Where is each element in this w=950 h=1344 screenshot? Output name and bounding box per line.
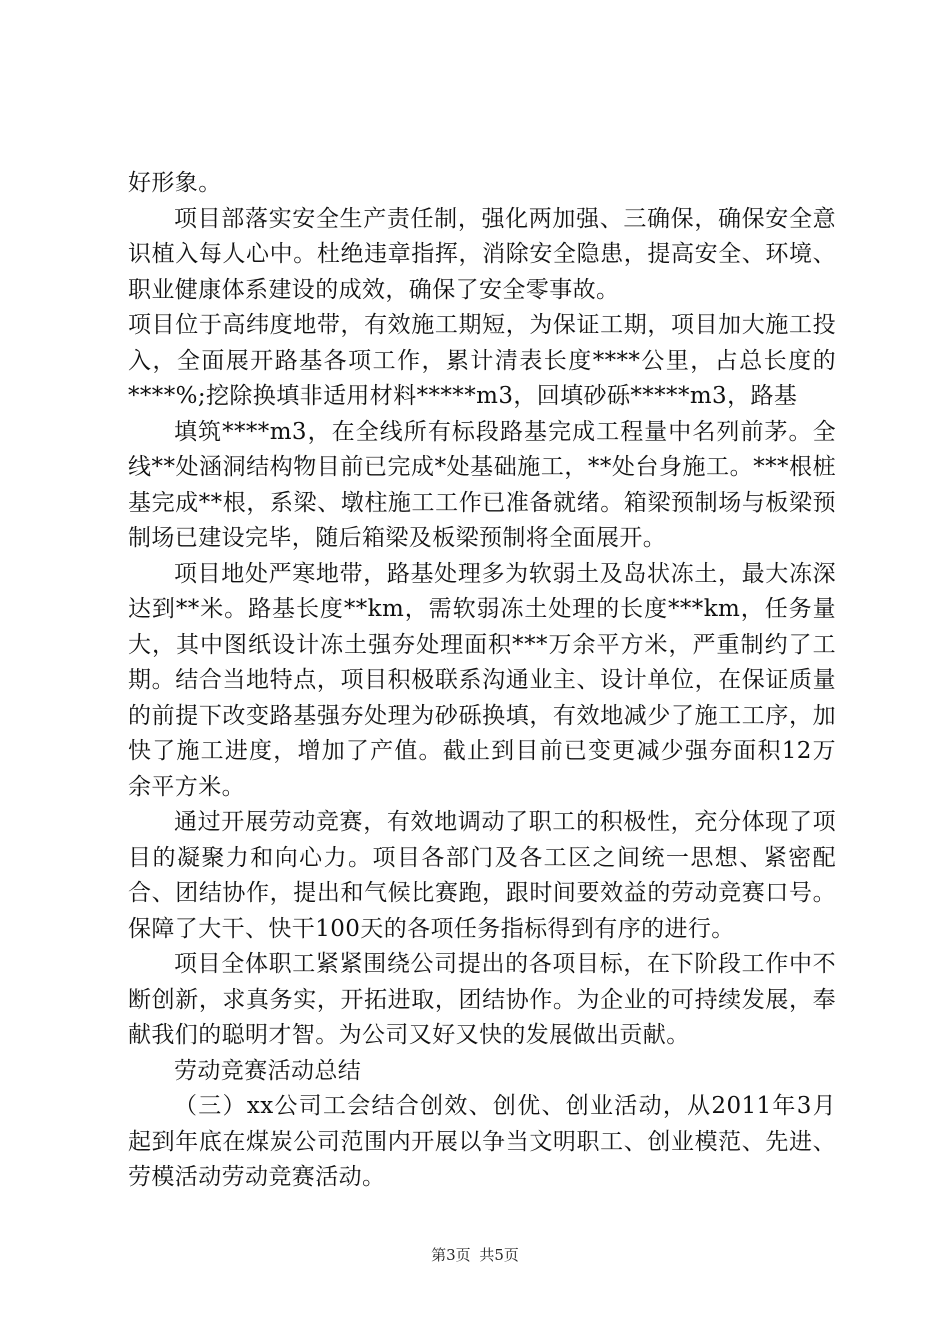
page-footer: [0, 1244, 950, 1265]
paragraph-frozen-soil: 项目地处严寒地带，路基处理多为软弱土及岛状冻土，最大冻深达到**米。路基长度**km，需软弱冻土处理的长度***km，任务量大，其中图纸设计冻土强夯处理面积***万余平方米，严重制约了工期。结合当地特点，项目积极联系沟通业主、设计单位，在保证质量的前提下改变路基强夯处理为砂砾换填，有效地减少了施工工序，加快了施工进度，增加了产值。截止到目前已变更减少强夯面积12万余平方米。: [128, 560, 836, 800]
paragraph-embankment: 填筑****m3，在全线所有标段路基完成工程量中名列前茅。全线**处涵洞结构物目前已完成*处基础施工，**处台身施工。***根桩基完成**根，系梁、墩柱施工工作已准备就绪。箱梁预制场与板梁预制场已建设完毕，随后箱梁及板梁预制将全面展开。: [128, 418, 836, 551]
section-heading: 劳动竞赛活动总结: [174, 1057, 362, 1084]
document-body: [128, 166, 836, 1196]
paragraph-goals: 项目全体职工紧紧围绕公司提出的各项目标，在下阶段工作中不断创新，求真务实，开拓进取，团结协作。为企业的可持续发展，奉献我们的聪明才智。为公司又好又快的发展做出贡献。: [128, 951, 836, 1048]
page-total: 共5页: [479, 1246, 519, 1264]
paragraph-safety: 项目部落实安全生产责任制，强化两加强、三确保，确保安全意识植入每人心中。杜绝违章指挥，消除安全隐患，提高安全、环境、职业健康体系建设的成效，确保了安全零事故。: [128, 205, 836, 303]
page-number: 第3页: [431, 1246, 471, 1264]
paragraph-labor-competition: 通过开展劳动竞赛，有效地调动了职工的积极性，充分体现了项目的凝聚力和向心力。项目各部门及各工区之间统一思想、紧密配合、团结协作，提出和气候比赛跑，跟时间要效益的劳动竞赛口号。保障了大干、快干100天的各项任务指标得到有序的进行。: [128, 809, 836, 942]
paragraph-union-activity: （三）xx公司工会结合创效、创优、创业活动，从2011年3月起到年底在煤炭公司范围内开展以争当文明职工、创业模范、先进、劳模活动劳动竞赛活动。: [128, 1093, 836, 1190]
paragraph-construction-progress: 项目位于高纬度地带，有效施工期短，为保证工期，项目加大施工投入，全面展开路基各项工作，累计清表长度****公里，占总长度的****%;挖除换填非适用材料*****m3，回填砂砾*****m3，路基: [128, 312, 836, 409]
paragraph-continuation: 好形象。: [128, 170, 222, 196]
